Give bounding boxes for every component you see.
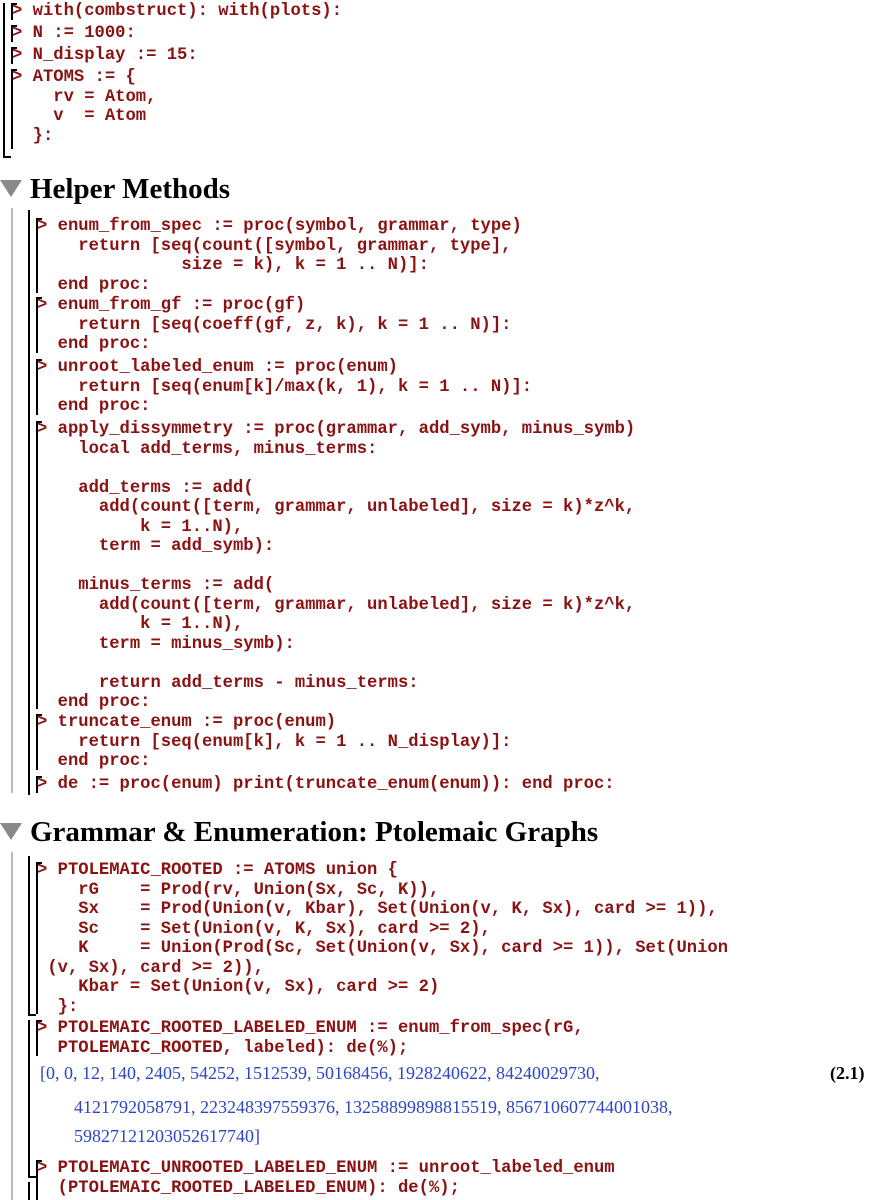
group-bracket (28, 856, 30, 1016)
output-line: 4121792058791, 223248397559376, 13258899898815519, 856710607744001038, (74, 1097, 673, 1117)
group-bracket (28, 1182, 30, 1200)
group-bracket (28, 210, 30, 795)
input-ptolemaic-rooted[interactable]: > PTOLEMAIC_ROOTED := ATOMS union { rG = Prod(rv, Union(Sx, Sc, K)), Sx = Prod(Union(v, Kbar), Set(Union(v, K, Sx), card >= 1)), Sc = Set(Union(v, K, Sx), card >= 2), K = Union(Prod(Sc, Set(Union(v, Sx), card >= 1)), Set(Union (v, Sx), card >= 2)), Kbar = Set(Union(v, Sx), card >= 2) }: (37, 861, 729, 1017)
collapse-arrow-icon[interactable] (0, 180, 22, 197)
group-bracket (3, 3, 5, 158)
equation-label: (2.1) (830, 1063, 865, 1083)
input-atoms[interactable]: > ATOMS := { rv = Atom, v = Atom }: (12, 68, 157, 146)
output-line: 59827121203052617740] (74, 1126, 260, 1146)
section-title: Grammar & Enumeration: Ptolemaic Graphs (30, 816, 599, 848)
group-bracket-end (3, 156, 11, 158)
collapse-arrow-icon[interactable] (0, 823, 22, 840)
group-bracket-end (28, 1176, 36, 1178)
group-bracket-end (28, 1014, 36, 1016)
input-n-display[interactable]: > N_display := 15: (12, 46, 198, 65)
section-bracket (11, 208, 13, 793)
input-apply-dissymmetry[interactable]: > apply_dissymmetry := proc(grammar, add_symb, minus_symb) local add_terms, minus_terms: add_terms := add( add(count([term, grammar, unlabeled], size = k)*z^k, k = 1..N), term = add_symb): minus_terms := add( add(count([term, grammar, unlabeled], size = k)*z^k, k = 1..N), term = minus_symb): return add_terms - minus_terms: end proc: (37, 420, 636, 712)
input-with-combstruct[interactable]: > with(combstruct): with(plots): (12, 2, 343, 21)
input-truncate-enum[interactable]: > truncate_enum := proc(enum) return [seq(enum[k], k = 1 .. N_display)]: end proc: (37, 713, 512, 771)
input-de[interactable]: > de := proc(enum) print(truncate_enum(enum)): end proc: (37, 775, 615, 794)
input-enum-from-gf[interactable]: > enum_from_gf := proc(gf) return [seq(coeff(gf, z, k), k = 1 .. N)]: end proc: (37, 296, 512, 354)
input-unroot-labeled-enum[interactable]: > unroot_labeled_enum := proc(enum) return [seq(enum[k]/max(k, 1), k = 1 .. N)]: end proc: (37, 358, 533, 416)
input-enum-from-spec[interactable]: > enum_from_spec := proc(symbol, grammar, type) return [seq(count([symbol, grammar, type], size = k), k = 1 .. N)]: end proc: (37, 217, 522, 295)
input-rooted-labeled-enum[interactable]: > PTOLEMAIC_ROOTED_LABELED_ENUM := enum_from_spec(rG, PTOLEMAIC_ROOTED, labeled): de(%); (37, 1019, 584, 1058)
section-title: Helper Methods (30, 173, 231, 205)
group-bracket (28, 1020, 30, 1178)
section-bracket (11, 852, 13, 1200)
input-unrooted-labeled-enum[interactable]: > PTOLEMAIC_UNROOTED_LABELED_ENUM := unroot_labeled_enum (PTOLEMAIC_ROOTED_LABELED_ENUM): de(%); (37, 1159, 615, 1198)
output-line: [0, 0, 12, 140, 2405, 54252, 1512539, 50168456, 1928240622, 84240029730, (40, 1063, 600, 1083)
input-n[interactable]: > N := 1000: (12, 24, 136, 43)
